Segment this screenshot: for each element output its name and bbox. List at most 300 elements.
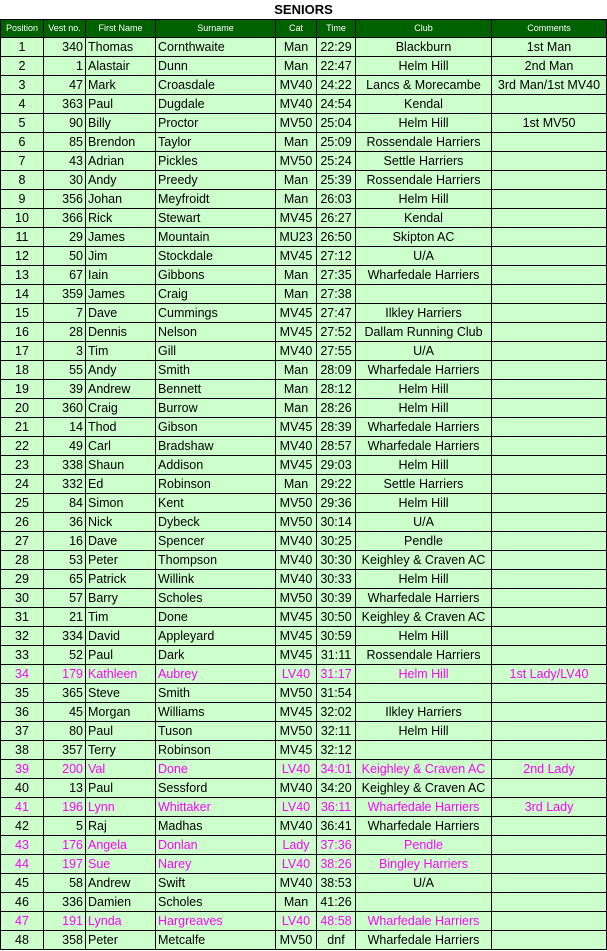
cell-first-name: Nick [86, 513, 156, 532]
cell-position: 21 [1, 418, 44, 437]
cell-first-name: Kathleen [86, 665, 156, 684]
cell-time: 31:17 [317, 665, 356, 684]
cell-surname: Cummings [156, 304, 276, 323]
cell-time: 29:22 [317, 475, 356, 494]
cell-vest-no: 358 [44, 931, 86, 950]
cell-time: dnf [317, 931, 356, 950]
cell-first-name: Ed [86, 475, 156, 494]
cell-time: 22:29 [317, 38, 356, 57]
cell-vest-no: 53 [44, 551, 86, 570]
cell-surname: Dark [156, 646, 276, 665]
cell-club: Keighley & Craven AC [356, 608, 492, 627]
cell-comments [492, 228, 607, 247]
cell-time: 22:47 [317, 57, 356, 76]
cell-club: Ilkley Harriers [356, 703, 492, 722]
cell-surname: Croasdale [156, 76, 276, 95]
cell-club: Settle Harriers [356, 152, 492, 171]
cell-position: 1 [1, 38, 44, 57]
cell-first-name: Terry [86, 741, 156, 760]
table-row [1, 893, 607, 912]
cell-surname: Donlan [156, 836, 276, 855]
cell-position: 12 [1, 247, 44, 266]
cell-position: 30 [1, 589, 44, 608]
cell-position: 18 [1, 361, 44, 380]
cell-club [356, 684, 492, 703]
cell-vest-no: 332 [44, 475, 86, 494]
cell-vest-no: 363 [44, 95, 86, 114]
table-row [1, 247, 607, 266]
cell-club: Keighley & Craven AC [356, 760, 492, 779]
table-row [1, 874, 607, 893]
cell-vest-no: 197 [44, 855, 86, 874]
cell-time: 26:50 [317, 228, 356, 247]
cell-club: Pendle [356, 836, 492, 855]
cell-vest-no: 28 [44, 323, 86, 342]
cell-vest-no: 47 [44, 76, 86, 95]
cell-first-name: Paul [86, 95, 156, 114]
table-row [1, 817, 607, 836]
cell-comments [492, 380, 607, 399]
cell-cat: Man [276, 133, 317, 152]
cell-comments [492, 133, 607, 152]
table-row [1, 456, 607, 475]
cell-time: 25:24 [317, 152, 356, 171]
header-cat: Cat [276, 20, 317, 38]
cell-time: 48:58 [317, 912, 356, 931]
cell-club: Wharfedale Harriers [356, 589, 492, 608]
cell-club: Wharfedale Harriers [356, 912, 492, 931]
cell-club: Wharfedale Harriers [356, 798, 492, 817]
cell-first-name: Simon [86, 494, 156, 513]
cell-cat: MV50 [276, 152, 317, 171]
cell-club: Lancs & Morecambe [356, 76, 492, 95]
cell-comments [492, 190, 607, 209]
cell-first-name: Jim [86, 247, 156, 266]
cell-club: Dallam Running Club [356, 323, 492, 342]
cell-position: 31 [1, 608, 44, 627]
header-position: Position [1, 20, 44, 38]
cell-surname: Bennett [156, 380, 276, 399]
table-row [1, 57, 607, 76]
cell-first-name: Raj [86, 817, 156, 836]
cell-first-name: Iain [86, 266, 156, 285]
cell-comments [492, 304, 607, 323]
cell-cat: MV45 [276, 209, 317, 228]
cell-position: 32 [1, 627, 44, 646]
cell-position: 43 [1, 836, 44, 855]
cell-time: 32:02 [317, 703, 356, 722]
cell-club: Bingley Harriers [356, 855, 492, 874]
cell-surname: Stockdale [156, 247, 276, 266]
cell-time: 30:50 [317, 608, 356, 627]
cell-position: 33 [1, 646, 44, 665]
table-row [1, 285, 607, 304]
cell-club: Wharfedale Harriers [356, 418, 492, 437]
cell-position: 29 [1, 570, 44, 589]
cell-vest-no: 5 [44, 817, 86, 836]
table-row [1, 798, 607, 817]
cell-surname: Burrow [156, 399, 276, 418]
cell-surname: Meyfroidt [156, 190, 276, 209]
cell-cat: Man [276, 399, 317, 418]
cell-first-name: Alastair [86, 57, 156, 76]
cell-first-name: Steve [86, 684, 156, 703]
cell-cat: MV40 [276, 76, 317, 95]
cell-surname: Nelson [156, 323, 276, 342]
cell-first-name: Tim [86, 342, 156, 361]
cell-position: 28 [1, 551, 44, 570]
table-row [1, 912, 607, 931]
cell-comments: 1st Lady/LV40 [492, 665, 607, 684]
cell-first-name: David [86, 627, 156, 646]
cell-time: 28:12 [317, 380, 356, 399]
results-table [0, 19, 607, 950]
cell-time: 27:35 [317, 266, 356, 285]
cell-surname: Done [156, 760, 276, 779]
cell-vest-no: 52 [44, 646, 86, 665]
cell-cat: MV50 [276, 494, 317, 513]
cell-club: Rossendale Harriers [356, 133, 492, 152]
cell-comments [492, 741, 607, 760]
cell-surname: Gibbons [156, 266, 276, 285]
cell-comments [492, 247, 607, 266]
cell-club [356, 741, 492, 760]
cell-position: 3 [1, 76, 44, 95]
cell-position: 11 [1, 228, 44, 247]
cell-vest-no: 58 [44, 874, 86, 893]
cell-vest-no: 45 [44, 703, 86, 722]
cell-comments [492, 779, 607, 798]
cell-vest-no: 65 [44, 570, 86, 589]
header-surname: Surname [156, 20, 276, 38]
cell-cat: LV40 [276, 760, 317, 779]
cell-club: Kendal [356, 95, 492, 114]
table-row [1, 133, 607, 152]
cell-cat: MV40 [276, 95, 317, 114]
table-row [1, 741, 607, 760]
cell-position: 41 [1, 798, 44, 817]
cell-vest-no: 30 [44, 171, 86, 190]
cell-time: 30:14 [317, 513, 356, 532]
table-row [1, 399, 607, 418]
table-row [1, 475, 607, 494]
cell-time: 26:27 [317, 209, 356, 228]
cell-time: 38:26 [317, 855, 356, 874]
cell-first-name: Andrew [86, 874, 156, 893]
cell-first-name: Dave [86, 532, 156, 551]
cell-position: 27 [1, 532, 44, 551]
table-row [1, 437, 607, 456]
cell-cat: Man [276, 38, 317, 57]
cell-first-name: Rick [86, 209, 156, 228]
table-row [1, 95, 607, 114]
cell-vest-no: 191 [44, 912, 86, 931]
cell-time: 24:22 [317, 76, 356, 95]
cell-position: 5 [1, 114, 44, 133]
cell-time: 27:55 [317, 342, 356, 361]
cell-first-name: Thod [86, 418, 156, 437]
cell-surname: Addison [156, 456, 276, 475]
table-row [1, 228, 607, 247]
cell-vest-no: 85 [44, 133, 86, 152]
cell-first-name: Dennis [86, 323, 156, 342]
cell-position: 9 [1, 190, 44, 209]
cell-vest-no: 14 [44, 418, 86, 437]
cell-comments: 3rd Lady [492, 798, 607, 817]
cell-club: Wharfedale Harriers [356, 931, 492, 950]
cell-position: 24 [1, 475, 44, 494]
cell-first-name: Val [86, 760, 156, 779]
cell-club: U/A [356, 874, 492, 893]
table-row [1, 342, 607, 361]
cell-comments [492, 437, 607, 456]
table-row [1, 494, 607, 513]
cell-time: 34:01 [317, 760, 356, 779]
table-row [1, 684, 607, 703]
cell-cat: MV45 [276, 304, 317, 323]
cell-surname: Proctor [156, 114, 276, 133]
cell-first-name: Mark [86, 76, 156, 95]
cell-time: 32:11 [317, 722, 356, 741]
cell-first-name: Billy [86, 114, 156, 133]
cell-time: 29:36 [317, 494, 356, 513]
cell-surname: Dybeck [156, 513, 276, 532]
cell-position: 36 [1, 703, 44, 722]
cell-time: 30:39 [317, 589, 356, 608]
cell-club: Settle Harriers [356, 475, 492, 494]
cell-position: 10 [1, 209, 44, 228]
cell-comments: 1st MV50 [492, 114, 607, 133]
header-first-name: First Name [86, 20, 156, 38]
table-row [1, 266, 607, 285]
cell-surname: Sessford [156, 779, 276, 798]
cell-first-name: Brendon [86, 133, 156, 152]
cell-vest-no: 49 [44, 437, 86, 456]
cell-time: 32:12 [317, 741, 356, 760]
cell-cat: MV45 [276, 627, 317, 646]
cell-time: 27:12 [317, 247, 356, 266]
cell-position: 4 [1, 95, 44, 114]
cell-cat: MV45 [276, 646, 317, 665]
cell-comments [492, 323, 607, 342]
cell-position: 19 [1, 380, 44, 399]
cell-position: 6 [1, 133, 44, 152]
sheet-title: SENIORS [0, 0, 607, 19]
cell-surname: Appleyard [156, 627, 276, 646]
cell-cat: MV45 [276, 247, 317, 266]
cell-surname: Done [156, 608, 276, 627]
cell-surname: Scholes [156, 893, 276, 912]
cell-time: 25:39 [317, 171, 356, 190]
header-row [1, 20, 607, 38]
cell-club: Helm Hill [356, 114, 492, 133]
cell-surname: Metcalfe [156, 931, 276, 950]
cell-first-name: Peter [86, 931, 156, 950]
cell-surname: Gibson [156, 418, 276, 437]
cell-vest-no: 21 [44, 608, 86, 627]
cell-first-name: Paul [86, 779, 156, 798]
table-row [1, 608, 607, 627]
cell-cat: MV50 [276, 589, 317, 608]
cell-club: Helm Hill [356, 380, 492, 399]
cell-position: 37 [1, 722, 44, 741]
cell-cat: MV45 [276, 608, 317, 627]
cell-club: Wharfedale Harriers [356, 361, 492, 380]
table-row [1, 722, 607, 741]
cell-time: 27:47 [317, 304, 356, 323]
cell-club [356, 285, 492, 304]
cell-time: 28:57 [317, 437, 356, 456]
cell-cat: Man [276, 380, 317, 399]
header-club: Club [356, 20, 492, 38]
cell-comments [492, 551, 607, 570]
cell-club: Wharfedale Harriers [356, 266, 492, 285]
cell-position: 22 [1, 437, 44, 456]
table-row [1, 551, 607, 570]
cell-cat: MV40 [276, 551, 317, 570]
cell-vest-no: 196 [44, 798, 86, 817]
cell-comments [492, 475, 607, 494]
cell-vest-no: 365 [44, 684, 86, 703]
cell-position: 46 [1, 893, 44, 912]
cell-surname: Mountain [156, 228, 276, 247]
cell-surname: Aubrey [156, 665, 276, 684]
cell-vest-no: 13 [44, 779, 86, 798]
cell-first-name: Andy [86, 361, 156, 380]
cell-comments [492, 874, 607, 893]
table-row [1, 513, 607, 532]
cell-cat: MV45 [276, 703, 317, 722]
cell-first-name: Peter [86, 551, 156, 570]
cell-comments [492, 266, 607, 285]
cell-vest-no: 29 [44, 228, 86, 247]
cell-cat: LV40 [276, 912, 317, 931]
table-row [1, 209, 607, 228]
cell-cat: MV50 [276, 931, 317, 950]
cell-comments [492, 703, 607, 722]
table-row [1, 532, 607, 551]
cell-vest-no: 7 [44, 304, 86, 323]
table-row [1, 152, 607, 171]
table-row [1, 779, 607, 798]
table-row [1, 171, 607, 190]
cell-vest-no: 39 [44, 380, 86, 399]
cell-comments: 3rd Man/1st MV40 [492, 76, 607, 95]
cell-comments [492, 817, 607, 836]
cell-cat: MV40 [276, 779, 317, 798]
cell-position: 38 [1, 741, 44, 760]
cell-cat: MV40 [276, 570, 317, 589]
cell-cat: MV50 [276, 722, 317, 741]
cell-surname: Pickles [156, 152, 276, 171]
cell-position: 8 [1, 171, 44, 190]
cell-comments [492, 494, 607, 513]
cell-position: 35 [1, 684, 44, 703]
table-row [1, 114, 607, 133]
cell-comments [492, 608, 607, 627]
cell-surname: Cornthwaite [156, 38, 276, 57]
cell-surname: Dunn [156, 57, 276, 76]
table-row [1, 38, 607, 57]
cell-time: 24:54 [317, 95, 356, 114]
cell-time: 37:36 [317, 836, 356, 855]
cell-cat: MV45 [276, 741, 317, 760]
cell-surname: Whittaker [156, 798, 276, 817]
cell-cat: LV40 [276, 855, 317, 874]
cell-position: 2 [1, 57, 44, 76]
results-body [1, 38, 607, 950]
cell-position: 34 [1, 665, 44, 684]
cell-surname: Taylor [156, 133, 276, 152]
cell-first-name: Shaun [86, 456, 156, 475]
header-vest-no: Vest no. [44, 20, 86, 38]
cell-comments [492, 418, 607, 437]
cell-surname: Swift [156, 874, 276, 893]
cell-comments [492, 722, 607, 741]
cell-cat: MV45 [276, 418, 317, 437]
cell-position: 16 [1, 323, 44, 342]
cell-cat: LV40 [276, 798, 317, 817]
cell-vest-no: 360 [44, 399, 86, 418]
cell-vest-no: 176 [44, 836, 86, 855]
cell-vest-no: 36 [44, 513, 86, 532]
table-row [1, 703, 607, 722]
cell-time: 36:11 [317, 798, 356, 817]
cell-first-name: Paul [86, 646, 156, 665]
cell-surname: Willink [156, 570, 276, 589]
cell-comments [492, 361, 607, 380]
cell-comments [492, 152, 607, 171]
cell-time: 28:09 [317, 361, 356, 380]
table-row [1, 646, 607, 665]
cell-cat: MV40 [276, 874, 317, 893]
cell-comments [492, 893, 607, 912]
cell-vest-no: 359 [44, 285, 86, 304]
cell-time: 30:59 [317, 627, 356, 646]
table-row [1, 836, 607, 855]
table-row [1, 418, 607, 437]
cell-cat: MV45 [276, 323, 317, 342]
cell-surname: Robinson [156, 475, 276, 494]
cell-vest-no: 356 [44, 190, 86, 209]
cell-time: 25:04 [317, 114, 356, 133]
cell-vest-no: 334 [44, 627, 86, 646]
cell-position: 20 [1, 399, 44, 418]
cell-surname: Bradshaw [156, 437, 276, 456]
cell-comments [492, 209, 607, 228]
cell-first-name: Sue [86, 855, 156, 874]
cell-club: Kendal [356, 209, 492, 228]
cell-club: Ilkley Harriers [356, 304, 492, 323]
cell-position: 7 [1, 152, 44, 171]
table-row [1, 760, 607, 779]
cell-time: 27:52 [317, 323, 356, 342]
cell-time: 28:39 [317, 418, 356, 437]
cell-position: 13 [1, 266, 44, 285]
cell-surname: Stewart [156, 209, 276, 228]
cell-position: 14 [1, 285, 44, 304]
cell-cat: Man [276, 475, 317, 494]
cell-first-name: Johan [86, 190, 156, 209]
cell-first-name: Dave [86, 304, 156, 323]
cell-cat: Man [276, 57, 317, 76]
cell-club: Helm Hill [356, 665, 492, 684]
cell-position: 42 [1, 817, 44, 836]
cell-first-name: Patrick [86, 570, 156, 589]
cell-vest-no: 340 [44, 38, 86, 57]
header-time: Time [317, 20, 356, 38]
cell-cat: MV40 [276, 342, 317, 361]
